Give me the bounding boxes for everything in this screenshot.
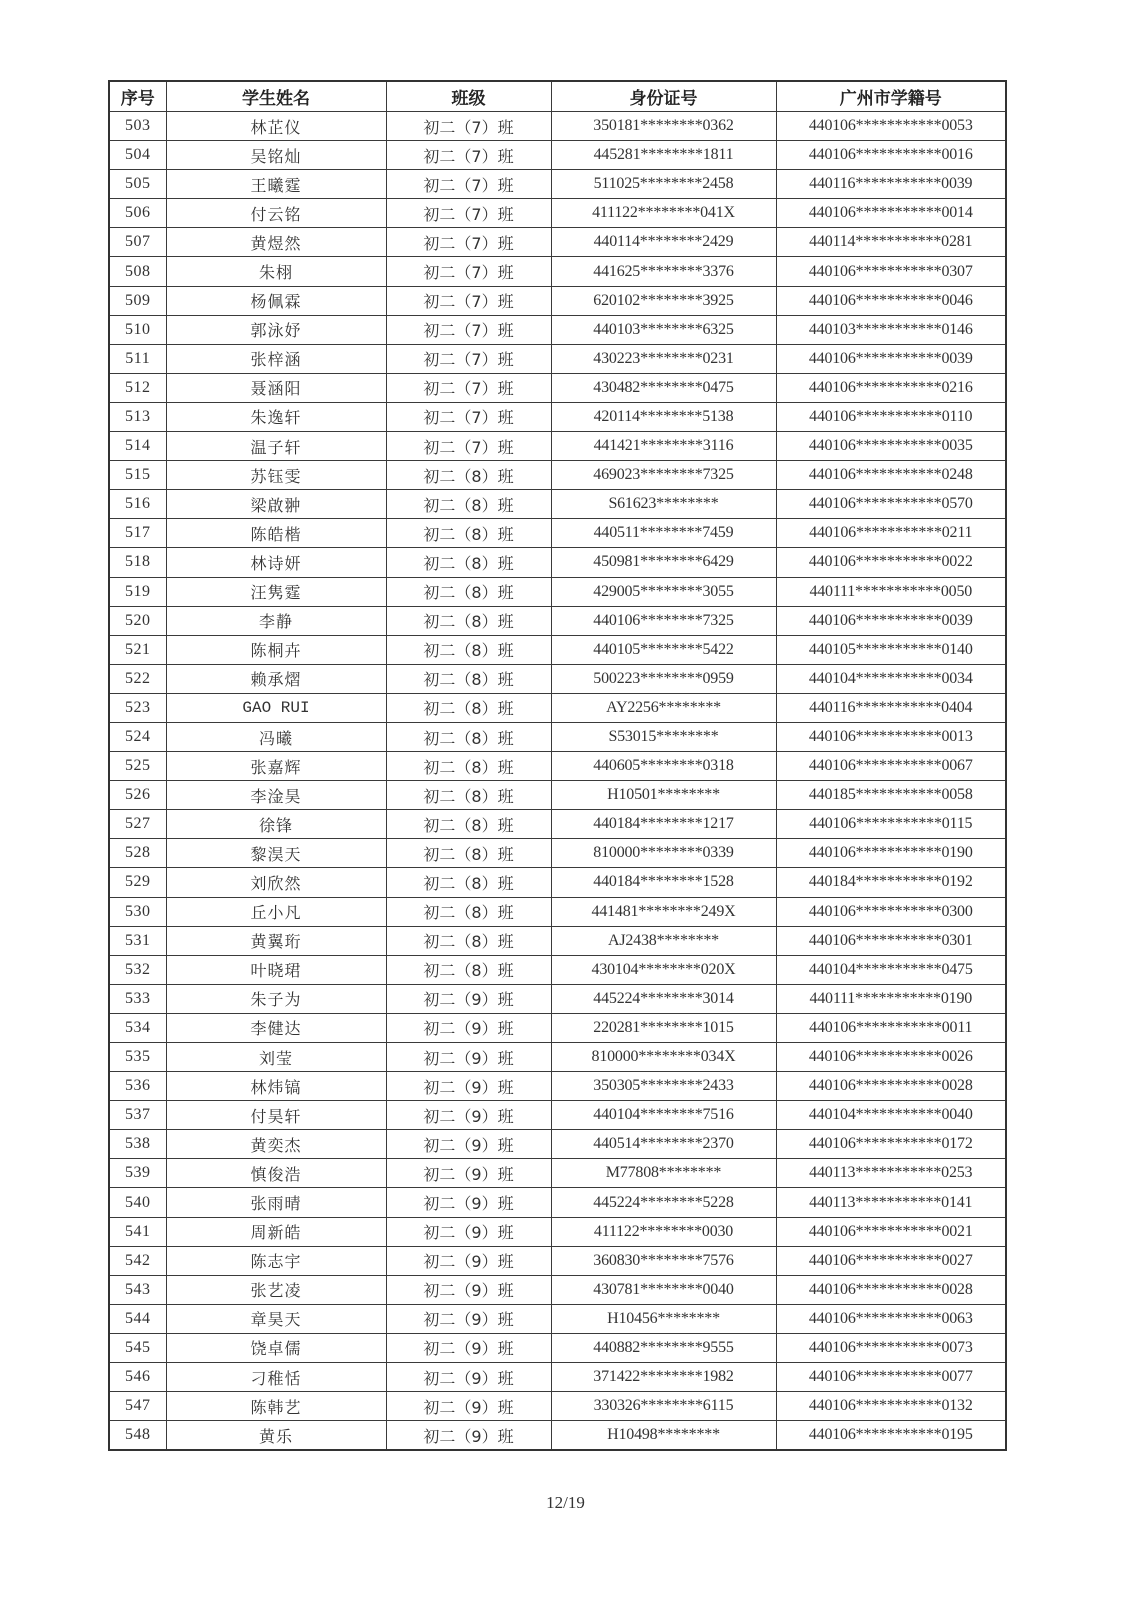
student-name-cell: GAO RUI <box>166 693 386 722</box>
id-number-cell: 420114********5138 <box>551 402 776 431</box>
class-cell: 初二（8）班 <box>386 810 551 839</box>
student-number-cell: 440113***********0141 <box>776 1188 1006 1217</box>
header-id-number: 身份证号 <box>551 81 776 112</box>
student-name-cell: 张梓涵 <box>166 344 386 373</box>
table-row <box>109 112 1006 141</box>
table-row <box>109 1363 1006 1392</box>
serial-number-cell: 510 <box>109 315 166 344</box>
table-row <box>109 257 1006 286</box>
student-roster-table <box>108 80 1007 1451</box>
student-number-cell: 440106***********0172 <box>776 1130 1006 1159</box>
id-number-cell: 620102********3925 <box>551 286 776 315</box>
id-number-cell: 350305********2433 <box>551 1072 776 1101</box>
table-row <box>109 984 1006 1013</box>
student-number-cell: 440116***********0039 <box>776 170 1006 199</box>
student-number-cell: 440106***********0077 <box>776 1363 1006 1392</box>
student-name-cell: 付昊轩 <box>166 1101 386 1130</box>
student-number-cell: 440104***********0034 <box>776 664 1006 693</box>
student-name-cell: 徐锋 <box>166 810 386 839</box>
serial-number-cell: 539 <box>109 1159 166 1188</box>
serial-number-cell: 514 <box>109 432 166 461</box>
table-row <box>109 839 1006 868</box>
id-number-cell: 441481********249X <box>551 897 776 926</box>
id-number-cell: 440103********6325 <box>551 315 776 344</box>
table-row <box>109 693 1006 722</box>
serial-number-cell: 527 <box>109 810 166 839</box>
class-cell: 初二（8）班 <box>386 868 551 897</box>
table-row <box>109 519 1006 548</box>
table-header-row <box>109 81 1006 112</box>
student-number-cell: 440106***********0570 <box>776 490 1006 519</box>
serial-number-cell: 548 <box>109 1421 166 1451</box>
serial-number-cell: 545 <box>109 1333 166 1362</box>
student-number-cell: 440106***********0046 <box>776 286 1006 315</box>
id-number-cell: 440882********9555 <box>551 1333 776 1362</box>
id-number-cell: 450981********6429 <box>551 548 776 577</box>
id-number-cell: M77808******** <box>551 1159 776 1188</box>
serial-number-cell: 536 <box>109 1072 166 1101</box>
table-row <box>109 955 1006 984</box>
class-cell: 初二（9）班 <box>386 1363 551 1392</box>
id-number-cell: 445224********5228 <box>551 1188 776 1217</box>
serial-number-cell: 505 <box>109 170 166 199</box>
student-number-cell: 440106***********0195 <box>776 1421 1006 1451</box>
id-number-cell: S61623******** <box>551 490 776 519</box>
student-name-cell: 朱栩 <box>166 257 386 286</box>
student-name-cell: 李静 <box>166 606 386 635</box>
id-number-cell: H10498******** <box>551 1421 776 1451</box>
student-number-cell: 440106***********0013 <box>776 722 1006 751</box>
student-number-cell: 440106***********0115 <box>776 810 1006 839</box>
table-row <box>109 606 1006 635</box>
id-number-cell: 469023********7325 <box>551 461 776 490</box>
serial-number-cell: 512 <box>109 373 166 402</box>
class-cell: 初二（9）班 <box>386 1421 551 1451</box>
table-row <box>109 1275 1006 1304</box>
student-name-cell: 李健达 <box>166 1013 386 1042</box>
table-row <box>109 199 1006 228</box>
table-row <box>109 402 1006 431</box>
table-row <box>109 722 1006 751</box>
student-name-cell: 苏钰雯 <box>166 461 386 490</box>
class-cell: 初二（8）班 <box>386 926 551 955</box>
student-number-cell: 440104***********0040 <box>776 1101 1006 1130</box>
student-number-cell: 440111***********0190 <box>776 984 1006 1013</box>
table-row <box>109 1421 1006 1451</box>
table-row <box>109 664 1006 693</box>
student-number-cell: 440106***********0063 <box>776 1304 1006 1333</box>
serial-number-cell: 513 <box>109 402 166 431</box>
student-number-cell: 440106***********0035 <box>776 432 1006 461</box>
class-cell: 初二（9）班 <box>386 1333 551 1362</box>
student-name-cell: 黄奕杰 <box>166 1130 386 1159</box>
student-number-cell: 440185***********0058 <box>776 781 1006 810</box>
table-row <box>109 1392 1006 1421</box>
student-number-cell: 440106***********0011 <box>776 1013 1006 1042</box>
header-guangzhou-student-number: 广州市学籍号 <box>776 81 1006 112</box>
student-number-cell: 440106***********0028 <box>776 1275 1006 1304</box>
serial-number-cell: 540 <box>109 1188 166 1217</box>
table-row <box>109 781 1006 810</box>
class-cell: 初二（9）班 <box>386 1101 551 1130</box>
class-cell: 初二（9）班 <box>386 1013 551 1042</box>
class-cell: 初二（8）班 <box>386 722 551 751</box>
serial-number-cell: 528 <box>109 839 166 868</box>
serial-number-cell: 508 <box>109 257 166 286</box>
class-cell: 初二（8）班 <box>386 519 551 548</box>
serial-number-cell: 520 <box>109 606 166 635</box>
student-name-cell: 张雨晴 <box>166 1188 386 1217</box>
class-cell: 初二（7）班 <box>386 315 551 344</box>
table-row <box>109 1333 1006 1362</box>
id-number-cell: H10501******** <box>551 781 776 810</box>
class-cell: 初二（7）班 <box>386 170 551 199</box>
student-name-cell: 李淦昊 <box>166 781 386 810</box>
serial-number-cell: 542 <box>109 1246 166 1275</box>
table-row <box>109 1217 1006 1246</box>
header-student-name: 学生姓名 <box>166 81 386 112</box>
id-number-cell: 441421********3116 <box>551 432 776 461</box>
id-number-cell: 411122********0030 <box>551 1217 776 1246</box>
student-number-cell: 440106***********0248 <box>776 461 1006 490</box>
student-name-cell: 黄翼珩 <box>166 926 386 955</box>
student-name-cell: 付云铭 <box>166 199 386 228</box>
student-number-cell: 440106***********0190 <box>776 839 1006 868</box>
student-name-cell: 黄乐 <box>166 1421 386 1451</box>
serial-number-cell: 546 <box>109 1363 166 1392</box>
student-name-cell: 吴铭灿 <box>166 141 386 170</box>
id-number-cell: AY2256******** <box>551 693 776 722</box>
table-row <box>109 373 1006 402</box>
serial-number-cell: 541 <box>109 1217 166 1246</box>
student-name-cell: 周新皓 <box>166 1217 386 1246</box>
serial-number-cell: 531 <box>109 926 166 955</box>
table-row <box>109 926 1006 955</box>
class-cell: 初二（8）班 <box>386 664 551 693</box>
table-row <box>109 1304 1006 1333</box>
student-number-cell: 440106***********0067 <box>776 752 1006 781</box>
class-cell: 初二（8）班 <box>386 752 551 781</box>
serial-number-cell: 518 <box>109 548 166 577</box>
id-number-cell: 445224********3014 <box>551 984 776 1013</box>
student-name-cell: 冯曦 <box>166 722 386 751</box>
class-cell: 初二（9）班 <box>386 1072 551 1101</box>
student-name-cell: 赖承熠 <box>166 664 386 693</box>
serial-number-cell: 516 <box>109 490 166 519</box>
student-name-cell: 梁啟翀 <box>166 490 386 519</box>
id-number-cell: 371422********1982 <box>551 1363 776 1392</box>
serial-number-cell: 523 <box>109 693 166 722</box>
id-number-cell: 350181********0362 <box>551 112 776 141</box>
class-cell: 初二（9）班 <box>386 1392 551 1421</box>
student-name-cell: 陈韩艺 <box>166 1392 386 1421</box>
class-cell: 初二（9）班 <box>386 1043 551 1072</box>
student-name-cell: 温子轩 <box>166 432 386 461</box>
student-name-cell: 朱子为 <box>166 984 386 1013</box>
table-row <box>109 810 1006 839</box>
table-row <box>109 1159 1006 1188</box>
id-number-cell: 441625********3376 <box>551 257 776 286</box>
serial-number-cell: 532 <box>109 955 166 984</box>
class-cell: 初二（7）班 <box>386 199 551 228</box>
student-number-cell: 440106***********0014 <box>776 199 1006 228</box>
serial-number-cell: 511 <box>109 344 166 373</box>
student-name-cell: 郭泳妤 <box>166 315 386 344</box>
class-cell: 初二（7）班 <box>386 402 551 431</box>
class-cell: 初二（9）班 <box>386 1246 551 1275</box>
class-cell: 初二（8）班 <box>386 781 551 810</box>
class-cell: 初二（7）班 <box>386 286 551 315</box>
table-row <box>109 461 1006 490</box>
header-class: 班级 <box>386 81 551 112</box>
serial-number-cell: 503 <box>109 112 166 141</box>
student-number-cell: 440106***********0110 <box>776 402 1006 431</box>
student-name-cell: 饶卓儒 <box>166 1333 386 1362</box>
student-name-cell: 林诗妍 <box>166 548 386 577</box>
class-cell: 初二（7）班 <box>386 112 551 141</box>
header-serial-number: 序号 <box>109 81 166 112</box>
student-number-cell: 440114***********0281 <box>776 228 1006 257</box>
id-number-cell: 430781********0040 <box>551 1275 776 1304</box>
table-row <box>109 344 1006 373</box>
id-number-cell: S53015******** <box>551 722 776 751</box>
class-cell: 初二（8）班 <box>386 577 551 606</box>
serial-number-cell: 529 <box>109 868 166 897</box>
student-name-cell: 陈皓楷 <box>166 519 386 548</box>
student-number-cell: 440103***********0146 <box>776 315 1006 344</box>
serial-number-cell: 506 <box>109 199 166 228</box>
class-cell: 初二（8）班 <box>386 548 551 577</box>
student-number-cell: 440106***********0039 <box>776 344 1006 373</box>
id-number-cell: 440511********7459 <box>551 519 776 548</box>
student-name-cell: 陈桐卉 <box>166 635 386 664</box>
id-number-cell: 360830********7576 <box>551 1246 776 1275</box>
serial-number-cell: 543 <box>109 1275 166 1304</box>
student-number-cell: 440106***********0028 <box>776 1072 1006 1101</box>
class-cell: 初二（8）班 <box>386 635 551 664</box>
student-number-cell: 440106***********0307 <box>776 257 1006 286</box>
class-cell: 初二（9）班 <box>386 1188 551 1217</box>
student-name-cell: 杨佩霖 <box>166 286 386 315</box>
page-number: 12/19 <box>546 1493 585 1512</box>
id-number-cell: 440184********1217 <box>551 810 776 839</box>
student-name-cell: 朱逸轩 <box>166 402 386 431</box>
table-row <box>109 1130 1006 1159</box>
serial-number-cell: 517 <box>109 519 166 548</box>
table-row <box>109 141 1006 170</box>
class-cell: 初二（9）班 <box>386 984 551 1013</box>
id-number-cell: AJ2438******** <box>551 926 776 955</box>
student-name-cell: 陈志宇 <box>166 1246 386 1275</box>
class-cell: 初二（8）班 <box>386 490 551 519</box>
class-cell: 初二（8）班 <box>386 897 551 926</box>
student-number-cell: 440113***********0253 <box>776 1159 1006 1188</box>
class-cell: 初二（8）班 <box>386 693 551 722</box>
student-number-cell: 440106***********0216 <box>776 373 1006 402</box>
table-row <box>109 170 1006 199</box>
table-row <box>109 1013 1006 1042</box>
table-row <box>109 635 1006 664</box>
student-name-cell: 章昊天 <box>166 1304 386 1333</box>
serial-number-cell: 537 <box>109 1101 166 1130</box>
student-name-cell: 聂涵阳 <box>166 373 386 402</box>
student-number-cell: 440106***********0021 <box>776 1217 1006 1246</box>
table-row <box>109 1188 1006 1217</box>
id-number-cell: 430223********0231 <box>551 344 776 373</box>
table-row <box>109 286 1006 315</box>
table-row <box>109 1246 1006 1275</box>
student-number-cell: 440116***********0404 <box>776 693 1006 722</box>
id-number-cell: 810000********0339 <box>551 839 776 868</box>
student-number-cell: 440106***********0300 <box>776 897 1006 926</box>
student-number-cell: 440111***********0050 <box>776 577 1006 606</box>
class-cell: 初二（9）班 <box>386 1130 551 1159</box>
id-number-cell: 440184********1528 <box>551 868 776 897</box>
id-number-cell: 220281********1015 <box>551 1013 776 1042</box>
class-cell: 初二（9）班 <box>386 1304 551 1333</box>
table-row <box>109 228 1006 257</box>
table-body <box>109 112 1006 1451</box>
id-number-cell: 411122********041X <box>551 199 776 228</box>
id-number-cell: 440106********7325 <box>551 606 776 635</box>
class-cell: 初二（9）班 <box>386 1275 551 1304</box>
table-row <box>109 577 1006 606</box>
class-cell: 初二（8）班 <box>386 606 551 635</box>
student-name-cell: 王曦霆 <box>166 170 386 199</box>
serial-number-cell: 509 <box>109 286 166 315</box>
student-number-cell: 440106***********0026 <box>776 1043 1006 1072</box>
student-number-cell: 440106***********0132 <box>776 1392 1006 1421</box>
id-number-cell: 500223********0959 <box>551 664 776 693</box>
class-cell: 初二（9）班 <box>386 1217 551 1246</box>
serial-number-cell: 507 <box>109 228 166 257</box>
student-name-cell: 叶晓珺 <box>166 955 386 984</box>
table-row <box>109 1101 1006 1130</box>
student-name-cell: 慎俊浩 <box>166 1159 386 1188</box>
id-number-cell: 440605********0318 <box>551 752 776 781</box>
serial-number-cell: 521 <box>109 635 166 664</box>
student-number-cell: 440106***********0027 <box>776 1246 1006 1275</box>
student-name-cell: 黄煜然 <box>166 228 386 257</box>
student-name-cell: 林炜镐 <box>166 1072 386 1101</box>
student-name-cell: 刘莹 <box>166 1043 386 1072</box>
id-number-cell: 430482********0475 <box>551 373 776 402</box>
student-name-cell: 张嘉辉 <box>166 752 386 781</box>
student-number-cell: 440105***********0140 <box>776 635 1006 664</box>
class-cell: 初二（8）班 <box>386 461 551 490</box>
id-number-cell: 440114********2429 <box>551 228 776 257</box>
serial-number-cell: 547 <box>109 1392 166 1421</box>
serial-number-cell: 538 <box>109 1130 166 1159</box>
serial-number-cell: 515 <box>109 461 166 490</box>
id-number-cell: 330326********6115 <box>551 1392 776 1421</box>
student-name-cell: 黎淏天 <box>166 839 386 868</box>
serial-number-cell: 530 <box>109 897 166 926</box>
student-name-cell: 刁稚恬 <box>166 1363 386 1392</box>
student-number-cell: 440106***********0022 <box>776 548 1006 577</box>
id-number-cell: 440104********7516 <box>551 1101 776 1130</box>
student-number-cell: 440106***********0053 <box>776 112 1006 141</box>
table-row <box>109 752 1006 781</box>
class-cell: 初二（7）班 <box>386 257 551 286</box>
serial-number-cell: 533 <box>109 984 166 1013</box>
student-name-cell: 丘小凡 <box>166 897 386 926</box>
id-number-cell: 445281********1811 <box>551 141 776 170</box>
id-number-cell: 430104********020X <box>551 955 776 984</box>
id-number-cell: 511025********2458 <box>551 170 776 199</box>
serial-number-cell: 544 <box>109 1304 166 1333</box>
id-number-cell: 440514********2370 <box>551 1130 776 1159</box>
id-number-cell: H10456******** <box>551 1304 776 1333</box>
id-number-cell: 429005********3055 <box>551 577 776 606</box>
table-row <box>109 490 1006 519</box>
table-row <box>109 868 1006 897</box>
table-row <box>109 897 1006 926</box>
student-number-cell: 440106***********0301 <box>776 926 1006 955</box>
student-number-cell: 440106***********0073 <box>776 1333 1006 1362</box>
student-number-cell: 440106***********0016 <box>776 141 1006 170</box>
table-row <box>109 315 1006 344</box>
table-row <box>109 432 1006 461</box>
serial-number-cell: 535 <box>109 1043 166 1072</box>
student-number-cell: 440184***********0192 <box>776 868 1006 897</box>
student-name-cell: 张艺凌 <box>166 1275 386 1304</box>
id-number-cell: 810000********034X <box>551 1043 776 1072</box>
serial-number-cell: 524 <box>109 722 166 751</box>
student-name-cell: 刘欣然 <box>166 868 386 897</box>
table-row <box>109 1072 1006 1101</box>
student-name-cell: 汪隽霆 <box>166 577 386 606</box>
student-number-cell: 440106***********0211 <box>776 519 1006 548</box>
serial-number-cell: 504 <box>109 141 166 170</box>
student-number-cell: 440104***********0475 <box>776 955 1006 984</box>
class-cell: 初二（9）班 <box>386 1159 551 1188</box>
class-cell: 初二（8）班 <box>386 955 551 984</box>
class-cell: 初二（7）班 <box>386 344 551 373</box>
serial-number-cell: 534 <box>109 1013 166 1042</box>
student-name-cell: 林芷仪 <box>166 112 386 141</box>
class-cell: 初二（7）班 <box>386 228 551 257</box>
class-cell: 初二（7）班 <box>386 141 551 170</box>
class-cell: 初二（7）班 <box>386 432 551 461</box>
class-cell: 初二（7）班 <box>386 373 551 402</box>
id-number-cell: 440105********5422 <box>551 635 776 664</box>
student-roster-sheet <box>108 80 1005 1451</box>
serial-number-cell: 522 <box>109 664 166 693</box>
table-row <box>109 548 1006 577</box>
table-row <box>109 1043 1006 1072</box>
serial-number-cell: 519 <box>109 577 166 606</box>
serial-number-cell: 526 <box>109 781 166 810</box>
student-number-cell: 440106***********0039 <box>776 606 1006 635</box>
class-cell: 初二（8）班 <box>386 839 551 868</box>
serial-number-cell: 525 <box>109 752 166 781</box>
